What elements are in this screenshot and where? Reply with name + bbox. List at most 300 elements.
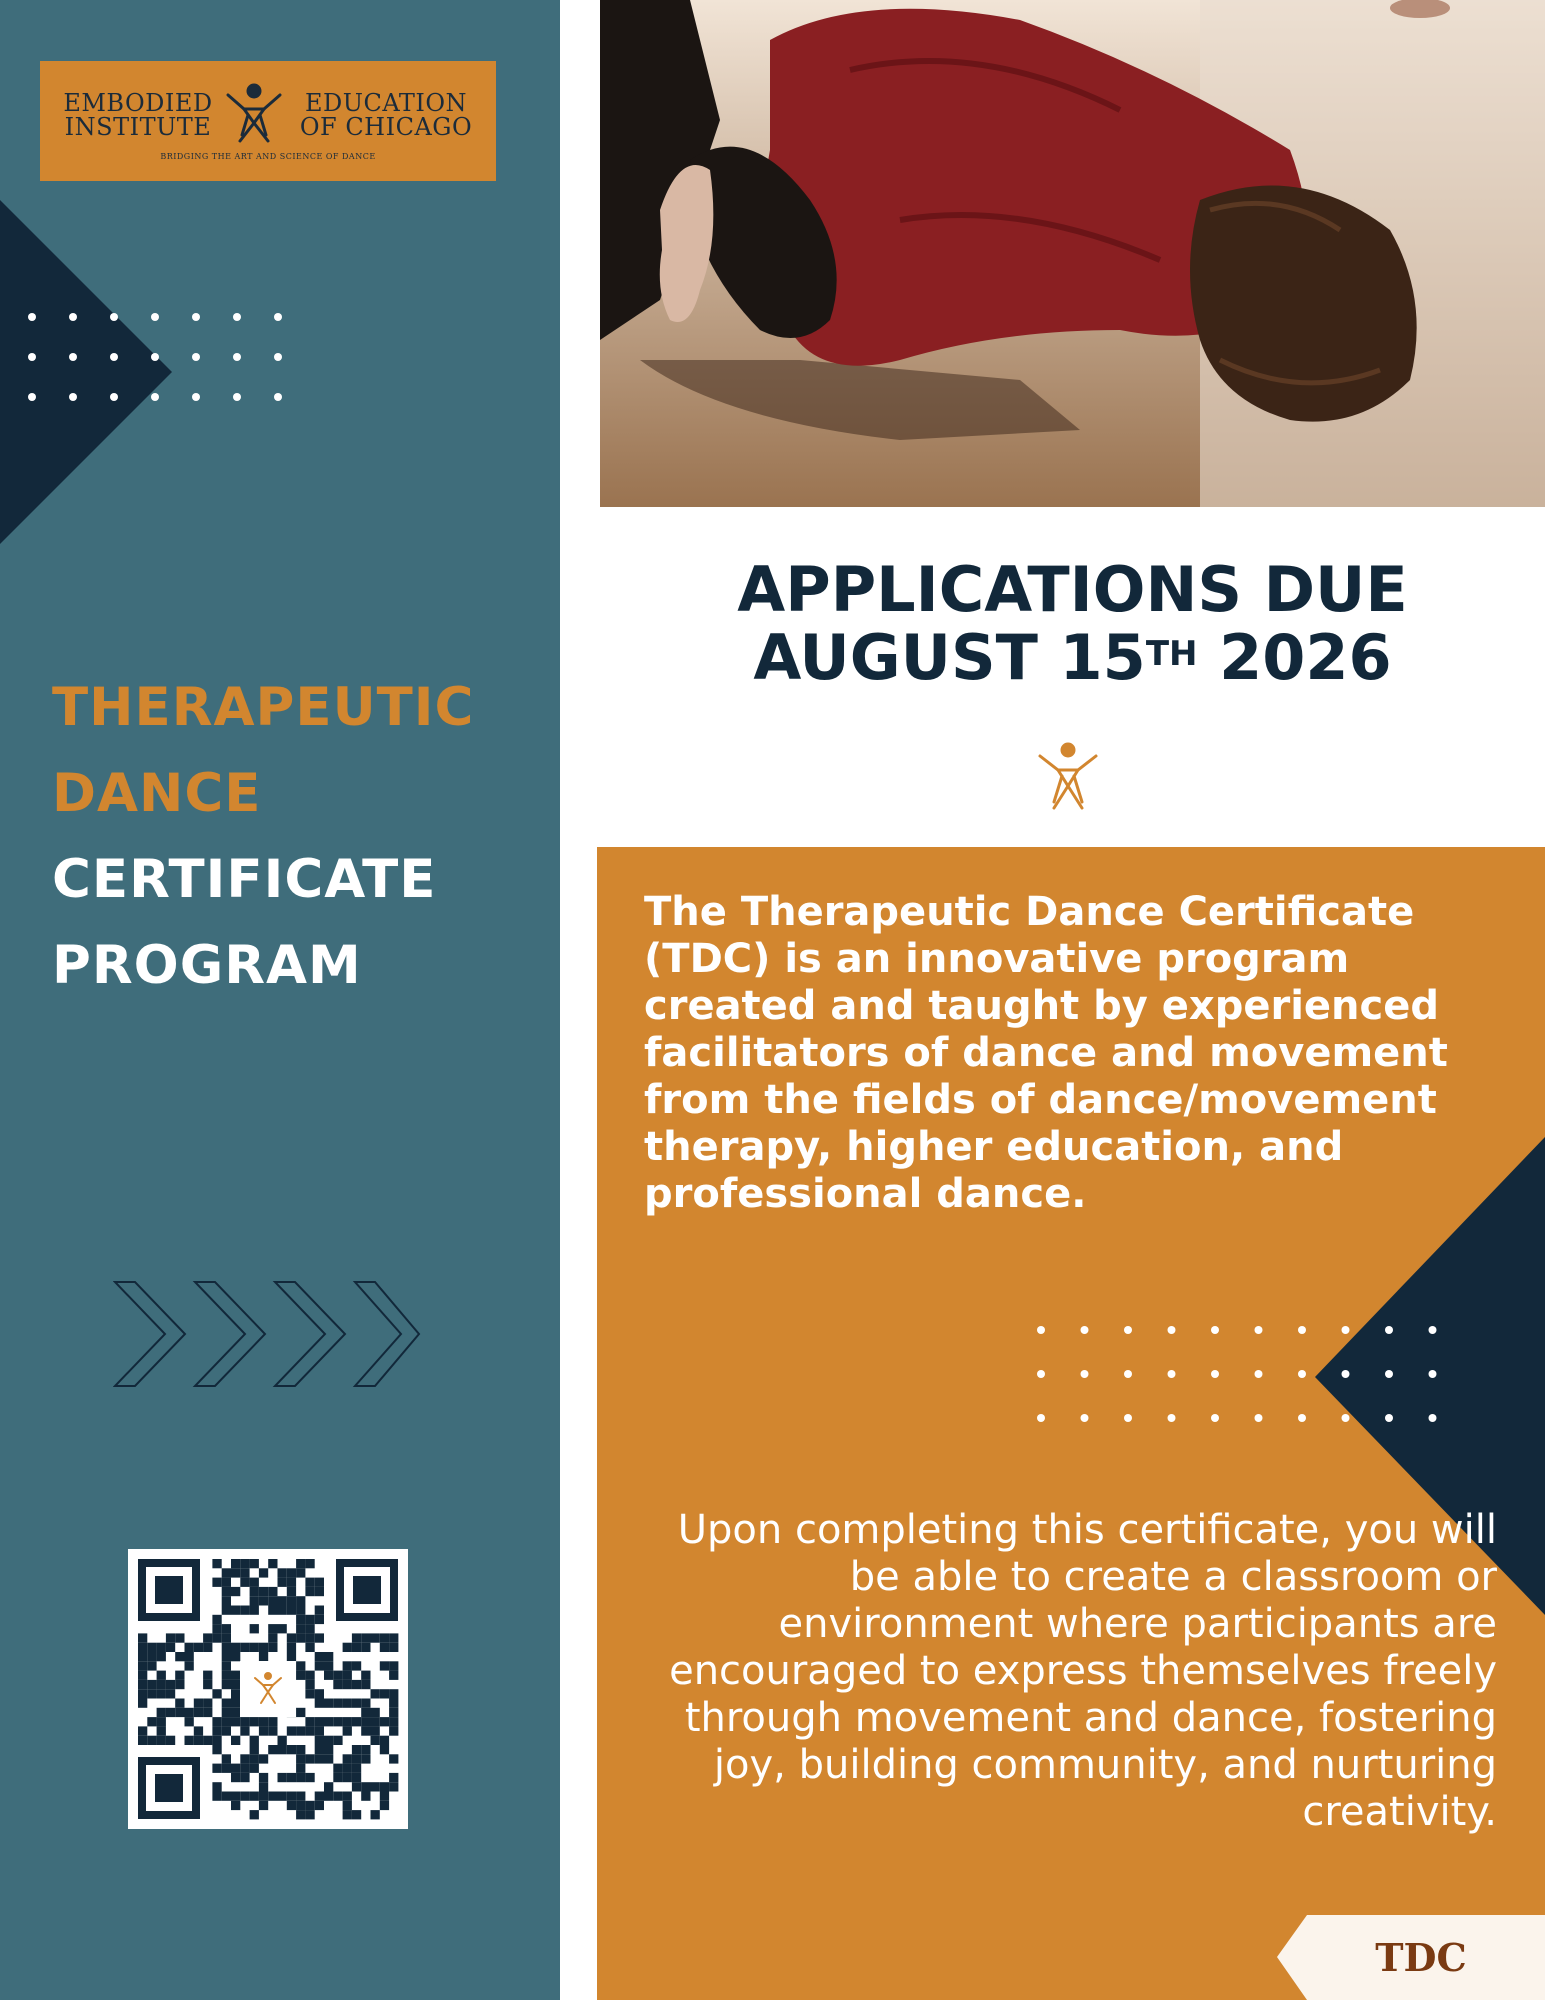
decorative-dot bbox=[28, 313, 36, 321]
qr-module bbox=[268, 1606, 277, 1615]
qr-module bbox=[343, 1764, 352, 1773]
qr-module bbox=[222, 1671, 231, 1680]
qr-module bbox=[212, 1633, 221, 1642]
qr-module bbox=[138, 1699, 147, 1708]
qr-module bbox=[250, 1624, 259, 1633]
qr-module bbox=[240, 1717, 249, 1726]
qr-module bbox=[250, 1754, 259, 1763]
left-panel bbox=[0, 0, 560, 2000]
qr-module bbox=[315, 1578, 324, 1587]
qr-module bbox=[259, 1568, 268, 1577]
qr-module bbox=[147, 1643, 156, 1652]
qr-module bbox=[278, 1736, 287, 1745]
qr-module bbox=[343, 1773, 352, 1782]
qr-module bbox=[278, 1568, 287, 1577]
qr-module bbox=[250, 1745, 259, 1754]
qr-module bbox=[157, 1689, 166, 1698]
qr-module bbox=[315, 1801, 324, 1810]
qr-module bbox=[296, 1708, 305, 1717]
qr-module bbox=[138, 1633, 147, 1642]
qr-module bbox=[231, 1680, 240, 1689]
qr-module bbox=[250, 1792, 259, 1801]
dancer-figure-icon bbox=[222, 81, 286, 145]
qr-module bbox=[315, 1652, 324, 1661]
qr-module bbox=[157, 1726, 166, 1735]
qr-module bbox=[305, 1643, 314, 1652]
decorative-dot bbox=[1081, 1414, 1089, 1422]
qr-module bbox=[371, 1708, 380, 1717]
qr-module bbox=[389, 1661, 398, 1670]
qr-module bbox=[222, 1717, 231, 1726]
decorative-dot bbox=[151, 353, 159, 361]
qr-module bbox=[324, 1782, 333, 1791]
qr-module bbox=[203, 1708, 212, 1717]
qr-module bbox=[380, 1792, 389, 1801]
qr-module bbox=[352, 1782, 361, 1791]
qr-module bbox=[157, 1717, 166, 1726]
qr-module bbox=[231, 1568, 240, 1577]
decorative-dot bbox=[28, 353, 36, 361]
decorative-dot bbox=[28, 393, 36, 401]
qr-module bbox=[287, 1745, 296, 1754]
qr-module bbox=[371, 1717, 380, 1726]
qr-module bbox=[352, 1661, 361, 1670]
qr-module bbox=[324, 1792, 333, 1801]
qr-module bbox=[389, 1633, 398, 1642]
decorative-dot bbox=[1211, 1326, 1219, 1334]
qr-module bbox=[371, 1689, 380, 1698]
qr-module bbox=[203, 1633, 212, 1642]
qr-module bbox=[222, 1633, 231, 1642]
qr-module bbox=[333, 1792, 342, 1801]
decorative-dot bbox=[1124, 1370, 1132, 1378]
qr-module bbox=[231, 1643, 240, 1652]
qr-module bbox=[389, 1643, 398, 1652]
qr-module bbox=[352, 1633, 361, 1642]
qr-module bbox=[361, 1643, 370, 1652]
decorative-dot bbox=[274, 353, 282, 361]
qr-module bbox=[203, 1736, 212, 1745]
qr-module bbox=[259, 1792, 268, 1801]
qr-module bbox=[212, 1792, 221, 1801]
qr-module bbox=[296, 1624, 305, 1633]
qr-module bbox=[166, 1736, 175, 1745]
decorative-dot bbox=[69, 393, 77, 401]
qr-module bbox=[138, 1643, 147, 1652]
qr-module bbox=[287, 1792, 296, 1801]
qr-module bbox=[315, 1587, 324, 1596]
qr-module bbox=[212, 1624, 221, 1633]
qr-module bbox=[194, 1736, 203, 1745]
qr-module bbox=[231, 1699, 240, 1708]
decorative-dot bbox=[1342, 1414, 1350, 1422]
qr-module bbox=[231, 1708, 240, 1717]
qr-module bbox=[212, 1717, 221, 1726]
qr-module bbox=[138, 1680, 147, 1689]
qr-module bbox=[287, 1596, 296, 1605]
qr-module bbox=[324, 1661, 333, 1670]
qr-module bbox=[157, 1643, 166, 1652]
decorative-dot bbox=[110, 393, 118, 401]
qr-module bbox=[352, 1764, 361, 1773]
qr-module bbox=[296, 1764, 305, 1773]
qr-module bbox=[380, 1717, 389, 1726]
decorative-dot bbox=[1385, 1326, 1393, 1334]
qr-module bbox=[352, 1680, 361, 1689]
qr-module bbox=[203, 1643, 212, 1652]
qr-module bbox=[147, 1736, 156, 1745]
qr-module bbox=[343, 1792, 352, 1801]
qr-module bbox=[305, 1726, 314, 1735]
decorative-dot bbox=[1211, 1370, 1219, 1378]
qr-module bbox=[352, 1810, 361, 1819]
program-outcome: Upon completing this certificate, you will be able to create a classroom or environment where participants are encouraged to express themselves freely through movement and dance, fostering joy, building community, and nurturing creativity. bbox=[669, 1507, 1497, 1835]
qr-module bbox=[175, 1680, 184, 1689]
qr-module bbox=[380, 1801, 389, 1810]
decorative-dot bbox=[1211, 1414, 1219, 1422]
qr-module bbox=[296, 1745, 305, 1754]
qr-module bbox=[343, 1801, 352, 1810]
qr-module bbox=[380, 1736, 389, 1745]
qr-module bbox=[305, 1587, 314, 1596]
qr-module bbox=[333, 1671, 342, 1680]
qr-module bbox=[259, 1773, 268, 1782]
qr-module bbox=[138, 1689, 147, 1698]
qr-module bbox=[305, 1810, 314, 1819]
decorative-dot bbox=[1342, 1370, 1350, 1378]
qr-module bbox=[305, 1633, 314, 1642]
qr-module bbox=[222, 1699, 231, 1708]
logo-name-left: EMBODIED INSTITUTE bbox=[63, 89, 213, 141]
qr-module bbox=[185, 1661, 194, 1670]
decorative-dot bbox=[1385, 1370, 1393, 1378]
qr-module bbox=[175, 1633, 184, 1642]
decorative-dot bbox=[274, 393, 282, 401]
qr-module bbox=[352, 1643, 361, 1652]
qr-module bbox=[389, 1717, 398, 1726]
qr-module bbox=[231, 1559, 240, 1568]
qr-module bbox=[296, 1633, 305, 1642]
qr-module bbox=[352, 1699, 361, 1708]
decorative-dot bbox=[1429, 1414, 1437, 1422]
qr-module bbox=[222, 1680, 231, 1689]
qr-module bbox=[231, 1652, 240, 1661]
qr-module bbox=[222, 1708, 231, 1717]
qr-module bbox=[138, 1661, 147, 1670]
qr-module bbox=[305, 1559, 314, 1568]
qr-module bbox=[185, 1643, 194, 1652]
qr-module bbox=[240, 1643, 249, 1652]
qr-module bbox=[287, 1652, 296, 1661]
qr-module bbox=[371, 1810, 380, 1819]
qr-module bbox=[175, 1671, 184, 1680]
qr-module bbox=[268, 1596, 277, 1605]
qr-module bbox=[259, 1596, 268, 1605]
qr-module bbox=[166, 1680, 175, 1689]
qr-module bbox=[250, 1587, 259, 1596]
decorative-dot bbox=[1037, 1326, 1045, 1334]
qr-module bbox=[166, 1689, 175, 1698]
qr-module bbox=[147, 1689, 156, 1698]
qr-module bbox=[231, 1671, 240, 1680]
qr-module bbox=[166, 1633, 175, 1642]
dancer-figure-icon bbox=[1036, 740, 1100, 812]
qr-module bbox=[250, 1810, 259, 1819]
qr-module bbox=[389, 1726, 398, 1735]
qr-module bbox=[315, 1754, 324, 1763]
program-title-line: CERTIFICATE bbox=[52, 849, 437, 910]
qr-code-icon[interactable] bbox=[128, 1549, 408, 1829]
qr-module bbox=[250, 1559, 259, 1568]
decorative-dot bbox=[1298, 1414, 1306, 1422]
qr-module bbox=[268, 1624, 277, 1633]
decorative-dot bbox=[1429, 1326, 1437, 1334]
decorative-dot bbox=[151, 393, 159, 401]
qr-module bbox=[250, 1736, 259, 1745]
decorative-dot bbox=[151, 313, 159, 321]
tdc-badge bbox=[1277, 1915, 1545, 2000]
decorative-dot bbox=[1168, 1414, 1176, 1422]
qr-module bbox=[185, 1708, 194, 1717]
decorative-dot bbox=[110, 353, 118, 361]
qr-module bbox=[287, 1587, 296, 1596]
decorative-dot bbox=[1255, 1414, 1263, 1422]
application-deadline bbox=[600, 553, 1545, 694]
qr-module bbox=[278, 1745, 287, 1754]
qr-module bbox=[222, 1606, 231, 1615]
description-panel bbox=[597, 847, 1545, 2000]
qr-module bbox=[147, 1680, 156, 1689]
qr-module bbox=[250, 1643, 259, 1652]
decorative-dot bbox=[69, 313, 77, 321]
qr-module bbox=[324, 1652, 333, 1661]
qr-module bbox=[222, 1578, 231, 1587]
qr-module bbox=[343, 1699, 352, 1708]
qr-module bbox=[250, 1596, 259, 1605]
qr-module bbox=[278, 1578, 287, 1587]
qr-module bbox=[361, 1745, 370, 1754]
qr-module bbox=[259, 1717, 268, 1726]
qr-module bbox=[305, 1624, 314, 1633]
decorative-dot bbox=[110, 313, 118, 321]
qr-module bbox=[185, 1652, 194, 1661]
qr-module bbox=[305, 1671, 314, 1680]
qr-module bbox=[352, 1717, 361, 1726]
decorative-dot bbox=[1342, 1326, 1350, 1334]
qr-module bbox=[259, 1782, 268, 1791]
qr-module bbox=[250, 1717, 259, 1726]
program-title-line: DANCE bbox=[52, 763, 262, 824]
qr-module bbox=[380, 1782, 389, 1791]
qr-module bbox=[380, 1745, 389, 1754]
qr-module bbox=[343, 1661, 352, 1670]
qr-module bbox=[296, 1615, 305, 1624]
decorative-dot bbox=[1168, 1370, 1176, 1378]
qr-module bbox=[212, 1736, 221, 1745]
qr-module bbox=[296, 1559, 305, 1568]
decorative-dot bbox=[1168, 1326, 1176, 1334]
qr-module bbox=[315, 1717, 324, 1726]
qr-module bbox=[343, 1717, 352, 1726]
decorative-dot bbox=[1037, 1370, 1045, 1378]
qr-module bbox=[268, 1643, 277, 1652]
qr-module bbox=[147, 1717, 156, 1726]
qr-module bbox=[185, 1736, 194, 1745]
qr-module bbox=[305, 1801, 314, 1810]
qr-module bbox=[157, 1680, 166, 1689]
qr-module bbox=[287, 1773, 296, 1782]
qr-module bbox=[222, 1726, 231, 1735]
qr-module bbox=[361, 1699, 370, 1708]
qr-module bbox=[361, 1782, 370, 1791]
qr-module bbox=[250, 1578, 259, 1587]
qr-module bbox=[212, 1615, 221, 1624]
qr-module bbox=[212, 1745, 221, 1754]
qr-module bbox=[222, 1764, 231, 1773]
qr-module bbox=[315, 1736, 324, 1745]
qr-module bbox=[240, 1726, 249, 1735]
qr-module bbox=[389, 1708, 398, 1717]
qr-module bbox=[389, 1773, 398, 1782]
qr-module bbox=[389, 1754, 398, 1763]
qr-module bbox=[268, 1717, 277, 1726]
organization-logo bbox=[40, 61, 496, 181]
qr-module bbox=[194, 1643, 203, 1652]
qr-module bbox=[259, 1726, 268, 1735]
qr-module bbox=[371, 1726, 380, 1735]
qr-module bbox=[194, 1699, 203, 1708]
qr-module bbox=[296, 1671, 305, 1680]
qr-module bbox=[305, 1717, 314, 1726]
qr-module bbox=[343, 1680, 352, 1689]
qr-module bbox=[250, 1764, 259, 1773]
qr-module bbox=[240, 1559, 249, 1568]
qr-module bbox=[389, 1671, 398, 1680]
qr-module bbox=[380, 1689, 389, 1698]
logo-name-right: EDUCATION OF CHICAGO bbox=[299, 89, 473, 141]
qr-module bbox=[361, 1708, 370, 1717]
qr-module bbox=[361, 1726, 370, 1735]
qr-module bbox=[352, 1773, 361, 1782]
qr-module bbox=[296, 1773, 305, 1782]
decorative-dot bbox=[1124, 1414, 1132, 1422]
qr-module bbox=[212, 1559, 221, 1568]
qr-module bbox=[222, 1587, 231, 1596]
qr-module bbox=[305, 1680, 314, 1689]
program-title bbox=[52, 665, 474, 1009]
decorative-dot bbox=[1298, 1370, 1306, 1378]
chevron-arrows-icon bbox=[113, 1280, 423, 1390]
qr-module bbox=[296, 1596, 305, 1605]
qr-module bbox=[278, 1773, 287, 1782]
qr-module bbox=[305, 1773, 314, 1782]
qr-module bbox=[138, 1671, 147, 1680]
qr-module bbox=[147, 1652, 156, 1661]
qr-module bbox=[389, 1699, 398, 1708]
qr-module bbox=[333, 1717, 342, 1726]
decorative-dot bbox=[1429, 1370, 1437, 1378]
qr-module bbox=[296, 1801, 305, 1810]
qr-module bbox=[287, 1568, 296, 1577]
deadline-line-1: APPLICATIONS DUE bbox=[737, 553, 1408, 626]
qr-module bbox=[222, 1661, 231, 1670]
decorative-dot bbox=[233, 313, 241, 321]
qr-module bbox=[240, 1773, 249, 1782]
qr-module bbox=[166, 1643, 175, 1652]
decorative-dot bbox=[1081, 1326, 1089, 1334]
decorative-dot bbox=[1255, 1326, 1263, 1334]
qr-module bbox=[212, 1689, 221, 1698]
qr-module bbox=[222, 1596, 231, 1605]
decorative-dot bbox=[1037, 1414, 1045, 1422]
qr-module bbox=[324, 1754, 333, 1763]
qr-module bbox=[287, 1578, 296, 1587]
qr-module bbox=[138, 1736, 147, 1745]
qr-module bbox=[343, 1754, 352, 1763]
qr-module bbox=[240, 1568, 249, 1577]
qr-module bbox=[315, 1792, 324, 1801]
qr-module bbox=[352, 1745, 361, 1754]
qr-module bbox=[259, 1587, 268, 1596]
qr-module bbox=[305, 1615, 314, 1624]
qr-module bbox=[278, 1624, 287, 1633]
qr-module bbox=[138, 1726, 147, 1735]
qr-module bbox=[240, 1606, 249, 1615]
qr-module bbox=[315, 1726, 324, 1735]
qr-module bbox=[231, 1717, 240, 1726]
qr-module bbox=[361, 1633, 370, 1642]
qr-module bbox=[352, 1754, 361, 1763]
qr-module bbox=[389, 1689, 398, 1698]
qr-module bbox=[305, 1578, 314, 1587]
qr-module bbox=[231, 1792, 240, 1801]
qr-module bbox=[259, 1754, 268, 1763]
qr-module bbox=[371, 1633, 380, 1642]
qr-module bbox=[287, 1801, 296, 1810]
decorative-dot bbox=[1298, 1326, 1306, 1334]
qr-module bbox=[231, 1764, 240, 1773]
qr-module bbox=[240, 1792, 249, 1801]
qr-module bbox=[315, 1699, 324, 1708]
qr-module bbox=[268, 1726, 277, 1735]
qr-module bbox=[231, 1773, 240, 1782]
qr-module bbox=[268, 1587, 277, 1596]
qr-module bbox=[315, 1615, 324, 1624]
qr-module bbox=[240, 1754, 249, 1763]
program-description: The Therapeutic Dance Certificate (TDC) is an innovative program created and taught by experienced facilitators of dance and movement from the fields of dance/movement therapy, higher education, and professional dance. bbox=[644, 889, 1448, 1217]
qr-module bbox=[305, 1689, 314, 1698]
qr-module bbox=[268, 1559, 277, 1568]
qr-module bbox=[166, 1708, 175, 1717]
qr-module bbox=[296, 1726, 305, 1735]
decorative-dot bbox=[192, 313, 200, 321]
qr-module bbox=[333, 1699, 342, 1708]
program-title-line: THERAPEUTIC bbox=[52, 677, 475, 738]
qr-module bbox=[296, 1754, 305, 1763]
dancer-photo bbox=[600, 0, 1545, 507]
qr-module bbox=[212, 1726, 221, 1735]
qr-module bbox=[324, 1671, 333, 1680]
qr-module bbox=[203, 1699, 212, 1708]
qr-module bbox=[222, 1754, 231, 1763]
qr-module bbox=[175, 1699, 184, 1708]
qr-module bbox=[147, 1661, 156, 1670]
qr-module bbox=[203, 1671, 212, 1680]
qr-module bbox=[296, 1606, 305, 1615]
qr-module bbox=[315, 1661, 324, 1670]
qr-module bbox=[212, 1764, 221, 1773]
tdc-badge-label: TDC bbox=[1375, 1935, 1467, 1980]
